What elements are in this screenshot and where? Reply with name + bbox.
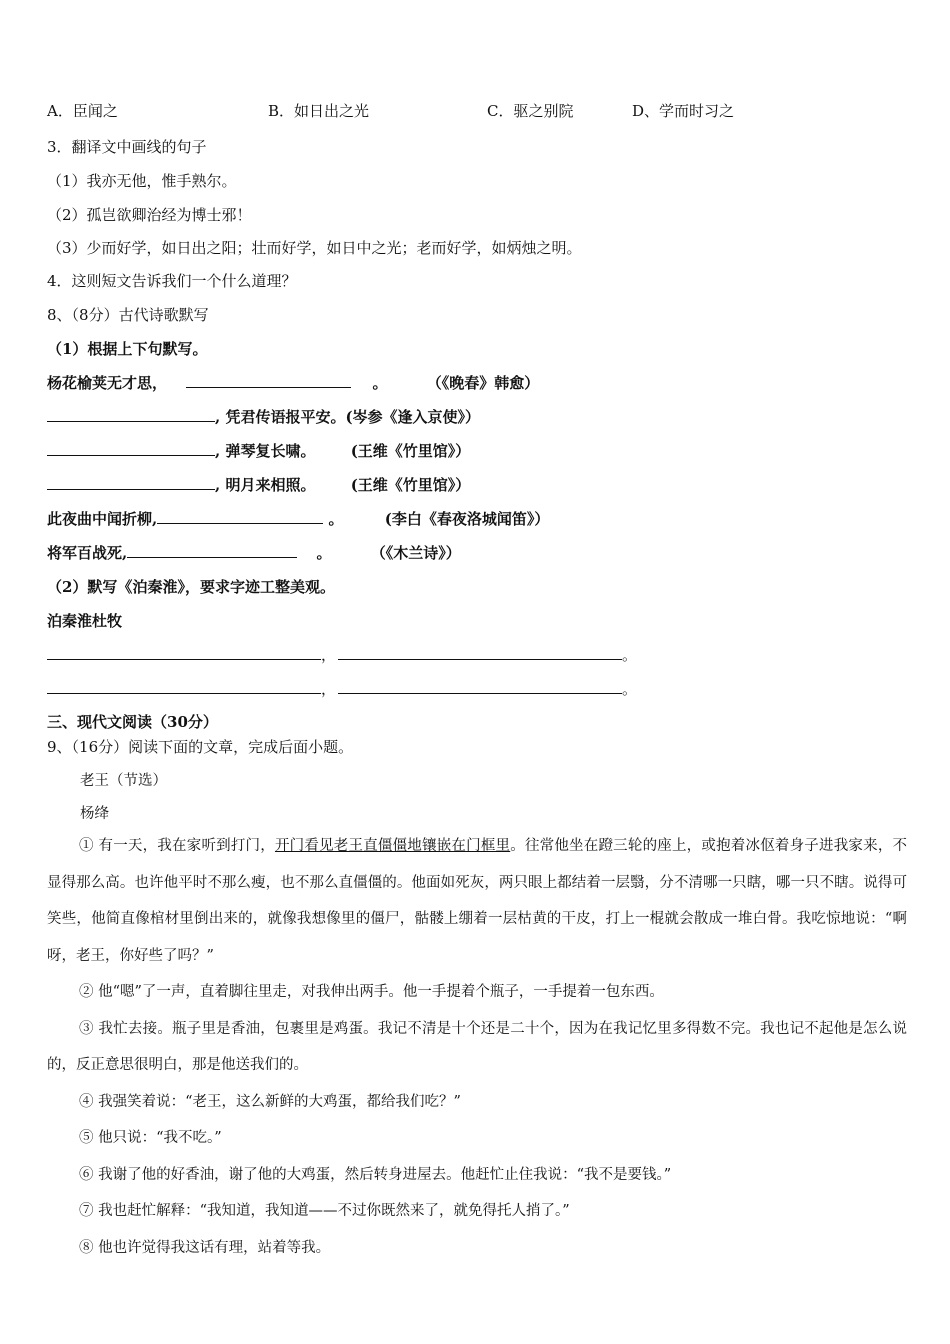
q8-part2: （2）默写《泊秦淮》，要求字迹工整美观。	[47, 578, 335, 596]
article-body	[47, 828, 907, 1266]
poem-line-4-source: (王维《竹里馆》）	[350, 476, 471, 494]
paragraph-6: ⑥ 我谢了他的好香油，谢了他的大鸡蛋，然后转身进屋去。他赶忙止住我说：“我不是要钱。”	[79, 1166, 672, 1183]
section-3-title: 三、现代文阅读（30分）	[47, 713, 218, 731]
q3-sentence-2: （2）孤岂欲卿治经为博士邪！	[47, 206, 252, 224]
paragraph-5: ⑤ 他只说：“我不吃。”	[79, 1130, 222, 1146]
answer-blank[interactable]	[338, 679, 622, 694]
paragraph-1-rest: 。往常他坐在蹬三轮的座上，或抱着冰伛着身子进我家来，不显得那么高。也许他平时不那么瘦，也不那么直僵僵的。他面如死灰，两只眼上都结着一层翳，分不清哪一只瞎，哪一只不瞎。说得可笑些，他简直像棺材里倒出来的，就像我想像里的僵尸，骷髅上绷着一层枯黄的干皮，打上一棍就会散成一堆白骨。我吃惊地说：“啊呀，老王，你好些了吗？”	[47, 838, 908, 964]
poem-line-3-post: , 弹琴复长啸。	[215, 442, 316, 460]
poem-line-4	[47, 475, 470, 495]
answer-blank[interactable]	[47, 407, 215, 422]
poem-line-4-post: , 明月来相照。	[215, 476, 316, 494]
paragraph-2: ② 他“嗯”了一声，直着脚往里走，对我伸出两手。他一手提着个瓶子，一手提着一包东西。	[79, 984, 664, 1000]
q8-title	[47, 305, 209, 325]
option-d: D、学而时习之	[632, 102, 735, 120]
poem-line-3-source: (王维《竹里馆》）	[350, 442, 471, 460]
q3-sentence-3: （3）少而好学，如日出之阳；壮而好学，如日中之光；老而好学，如炳烛之明。	[47, 239, 582, 257]
poem-line-5-pre: 此夜曲中闻折柳,	[47, 510, 158, 528]
poem-comma: ，	[321, 680, 337, 698]
answer-blank[interactable]	[47, 679, 321, 694]
paragraph-8: ⑧ 他也许觉得我这话有理，站着等我。	[79, 1239, 331, 1256]
answer-blank[interactable]	[47, 441, 215, 456]
q8-title-text: 8、（8分）古代诗歌默写	[47, 306, 209, 324]
poem-line-5-post: 。	[328, 510, 344, 528]
answer-blank[interactable]	[157, 509, 323, 524]
paragraph-3: ③ 我忙去接。瓶子里是香油，包裹里是鸡蛋。我记不清是十个还是二十个，因为在我记忆里多得数不完。我也记不起他是怎么说的，反正意思很明白，那是他送我们的。	[47, 1020, 907, 1073]
q9-intro: 9、（16分）阅读下面的文章，完成后面小题。	[47, 738, 354, 756]
poem-line-1-source: （《晚春》韩愈）	[426, 374, 540, 392]
underlined-sentence: 开门看见老王直僵僵地镶嵌在门框里	[274, 838, 511, 854]
q8-part1: （1）根据上下句默写。	[47, 340, 208, 358]
answer-blank[interactable]	[47, 645, 321, 660]
answer-blank[interactable]	[47, 475, 215, 490]
poem-line-6-source: （《木兰诗》）	[370, 544, 461, 562]
answer-blank[interactable]	[338, 645, 622, 660]
poem-line-2	[47, 407, 480, 427]
poem-line-2-post: , 凭君传语报平安。(岑参《逢入京使》）	[215, 408, 481, 426]
q4-title: 4．这则短文告诉我们一个什么道理？	[47, 272, 297, 290]
option-c: C．驱之别院	[487, 102, 574, 120]
option-a: A．臣闻之	[47, 102, 118, 120]
article-author: 杨绛	[80, 806, 109, 822]
poem-blank-row-2	[47, 679, 637, 699]
poem-line-3	[47, 441, 470, 461]
poem-comma: ，	[321, 646, 337, 664]
paragraph-1-start: ① 有一天，我在家听到打门，	[79, 838, 275, 854]
poem-line-5	[47, 509, 549, 529]
option-b: B．如日出之光	[268, 102, 370, 120]
poem-line-5-source: (李白《春夜洛城闻笛》）	[384, 510, 550, 528]
poem-line-6-pre: 将军百战死,	[47, 544, 128, 562]
poem-period: 。	[622, 680, 638, 698]
poem-line-6-post: 。	[316, 544, 332, 562]
poem-period: 。	[622, 646, 638, 664]
poem-line-1	[47, 373, 539, 393]
paragraph-4: ④ 我强笑着说：“老王，这么新鲜的大鸡蛋，都给我们吃？”	[79, 1093, 461, 1110]
poem-title: 泊秦淮杜牧	[47, 612, 123, 630]
paragraph-7: ⑦ 我也赶忙解释：“我知道，我知道——不过你既然来了，就免得托人捎了。”	[79, 1203, 570, 1219]
article-title: 老王（节选）	[80, 773, 167, 789]
paragraph-1	[47, 828, 907, 974]
answer-blank[interactable]	[127, 543, 297, 558]
q3-sentence-1: （1）我亦无他，惟手熟尔。	[47, 172, 237, 190]
answer-blank[interactable]	[186, 373, 351, 388]
poem-line-1-post: 。	[372, 374, 388, 392]
poem-blank-row-1	[47, 645, 637, 665]
poem-line-1-pre: 杨花榆荚无才思，	[47, 374, 168, 392]
poem-line-6	[47, 543, 461, 563]
q3-title: 3．翻译文中画线的句子	[47, 138, 207, 156]
